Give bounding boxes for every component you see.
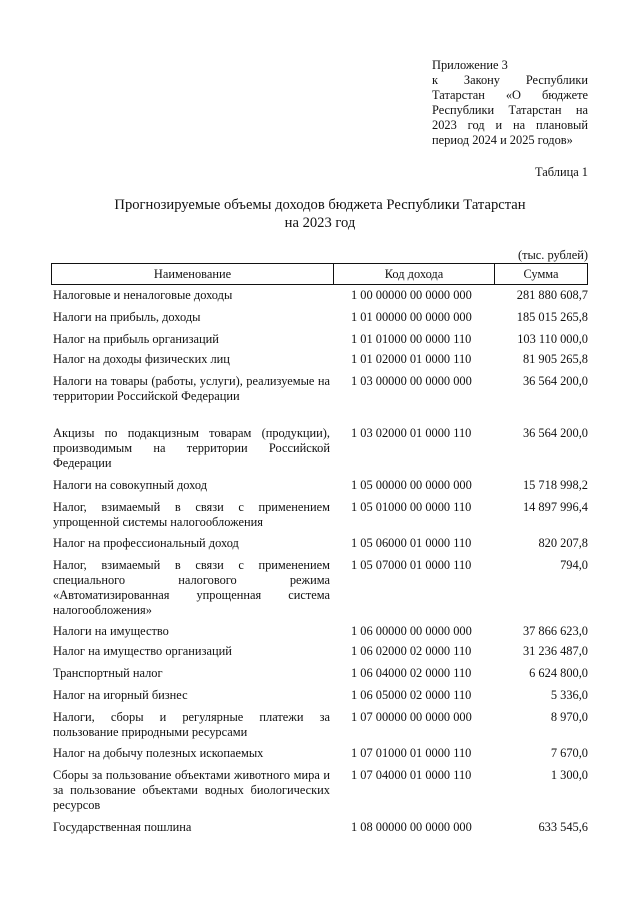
row-code: 1 08 00000 00 0000 000 — [351, 820, 472, 834]
row-name: Налог на игорный бизнес — [53, 688, 188, 702]
table-row — [51, 666, 588, 681]
table-row — [51, 536, 588, 551]
page-title — [0, 196, 640, 232]
appendix-line: 2023 год и на плановый — [432, 118, 588, 132]
row-sum: 14 897 996,4 — [522, 500, 588, 514]
row-name: Государственная пошлина — [53, 820, 192, 834]
table-row — [51, 820, 588, 835]
row-code: 1 05 06000 01 0000 110 — [351, 536, 472, 550]
row-sum: 794,0 — [560, 558, 588, 572]
table-row — [51, 352, 588, 367]
table-row — [51, 768, 588, 813]
table-row — [51, 288, 588, 303]
table-row — [51, 332, 588, 347]
row-code: 1 07 04000 01 0000 110 — [351, 768, 472, 782]
table-row — [51, 558, 588, 618]
row-name: Налоговые и неналоговые доходы — [53, 288, 233, 302]
row-name: Налоги на имущество — [53, 624, 169, 638]
table-row — [51, 426, 588, 471]
table-row — [51, 710, 588, 740]
header-code: Код дохода — [334, 264, 495, 284]
row-code: 1 05 00000 00 0000 000 — [351, 478, 472, 492]
row-name: Налог на имущество организаций — [53, 644, 232, 658]
row-code: 1 01 02000 01 0000 110 — [351, 352, 472, 366]
table-row — [51, 624, 588, 639]
row-name: Сборы за пользование объектами животного мира и за пользование объектами водных биологических ресурсов — [53, 768, 330, 812]
appendix-line: период 2024 и 2025 годов» — [432, 133, 573, 147]
row-name: Налоги на товары (работы, услуги), реализуемые на территории Российской Федерации — [53, 374, 330, 403]
row-sum: 1 300,0 — [550, 768, 588, 782]
appendix-note — [432, 58, 588, 148]
row-name: Налог на доходы физических лиц — [53, 352, 230, 366]
table-row — [51, 500, 588, 530]
title-line-1: Прогнозируемые объемы доходов бюджета Республики Татарстан — [114, 197, 526, 213]
appendix-line: Республики Татарстан на — [432, 103, 588, 117]
table-row — [51, 688, 588, 703]
row-code: 1 06 02000 02 0000 110 — [351, 644, 472, 658]
row-code: 1 06 04000 02 0000 110 — [351, 666, 472, 680]
title-line-2: на 2023 год — [284, 215, 356, 231]
row-sum: 103 110 000,0 — [517, 332, 588, 346]
table-row — [51, 478, 588, 493]
row-sum: 7 670,0 — [550, 746, 588, 760]
row-code: 1 00 00000 00 0000 000 — [351, 288, 472, 302]
row-name: Транспортный налог — [53, 666, 163, 680]
row-sum: 281 880 608,7 — [516, 288, 588, 302]
row-name: Налог на прибыль организаций — [53, 332, 219, 346]
row-name: Акцизы по подакцизным товарам (продукции), производимым на территории Российской Федерации — [53, 426, 330, 470]
row-name: Налоги, сборы и регулярные платежи за пользование природными ресурсами — [53, 710, 330, 739]
units-note: (тыс. рублей) — [517, 248, 588, 262]
table-row — [51, 644, 588, 659]
row-sum: 8 970,0 — [550, 710, 588, 724]
row-name: Налог на добычу полезных ископаемых — [53, 746, 264, 760]
row-code: 1 07 00000 00 0000 000 — [351, 710, 472, 724]
row-code: 1 05 07000 01 0000 110 — [351, 558, 472, 572]
header-name: Наименование — [51, 264, 334, 284]
row-sum: 5 336,0 — [550, 688, 588, 702]
row-code: 1 03 02000 01 0000 110 — [351, 426, 472, 440]
row-sum: 36 564 200,0 — [522, 374, 588, 388]
row-sum: 6 624 800,0 — [529, 666, 588, 680]
row-code: 1 06 05000 02 0000 110 — [351, 688, 472, 702]
table-row — [51, 374, 588, 404]
row-sum: 81 905 265,8 — [522, 352, 588, 366]
table-row — [51, 746, 588, 761]
row-sum: 31 236 487,0 — [522, 644, 588, 658]
row-code: 1 01 01000 00 0000 110 — [351, 332, 472, 346]
row-name: Налоги на прибыль, доходы — [53, 310, 201, 324]
row-sum: 15 718 998,2 — [522, 478, 588, 492]
row-sum: 36 564 200,0 — [522, 426, 588, 440]
row-name: Налоги на совокупный доход — [53, 478, 208, 492]
row-sum: 37 866 623,0 — [522, 624, 588, 638]
row-sum: 633 545,6 — [538, 820, 588, 834]
row-name: Налог, взимаемый в связи с применением специального налогового режима «Автоматизированная упрощенная система налогообложения» — [53, 558, 330, 617]
row-code: 1 03 00000 00 0000 000 — [351, 374, 472, 388]
appendix-line: Приложение 3 — [432, 58, 508, 72]
table-row — [51, 310, 588, 325]
row-sum: 820 207,8 — [538, 536, 588, 550]
row-code: 1 07 01000 01 0000 110 — [351, 746, 472, 760]
appendix-line: Татарстан «О бюджете — [432, 88, 588, 102]
appendix-line: к Закону Республики — [432, 73, 588, 87]
header-sum: Сумма — [495, 264, 588, 284]
row-sum: 185 015 265,8 — [516, 310, 588, 324]
row-name: Налог на профессиональный доход — [53, 536, 239, 550]
row-code: 1 01 00000 00 0000 000 — [351, 310, 472, 324]
table-label: Таблица 1 — [535, 165, 588, 179]
table-header — [51, 263, 588, 285]
row-name: Налог, взимаемый в связи с применением упрощенной системы налогообложения — [53, 500, 330, 529]
income-table — [51, 263, 588, 834]
row-code: 1 05 01000 00 0000 110 — [351, 500, 472, 514]
row-code: 1 06 00000 00 0000 000 — [351, 624, 472, 638]
